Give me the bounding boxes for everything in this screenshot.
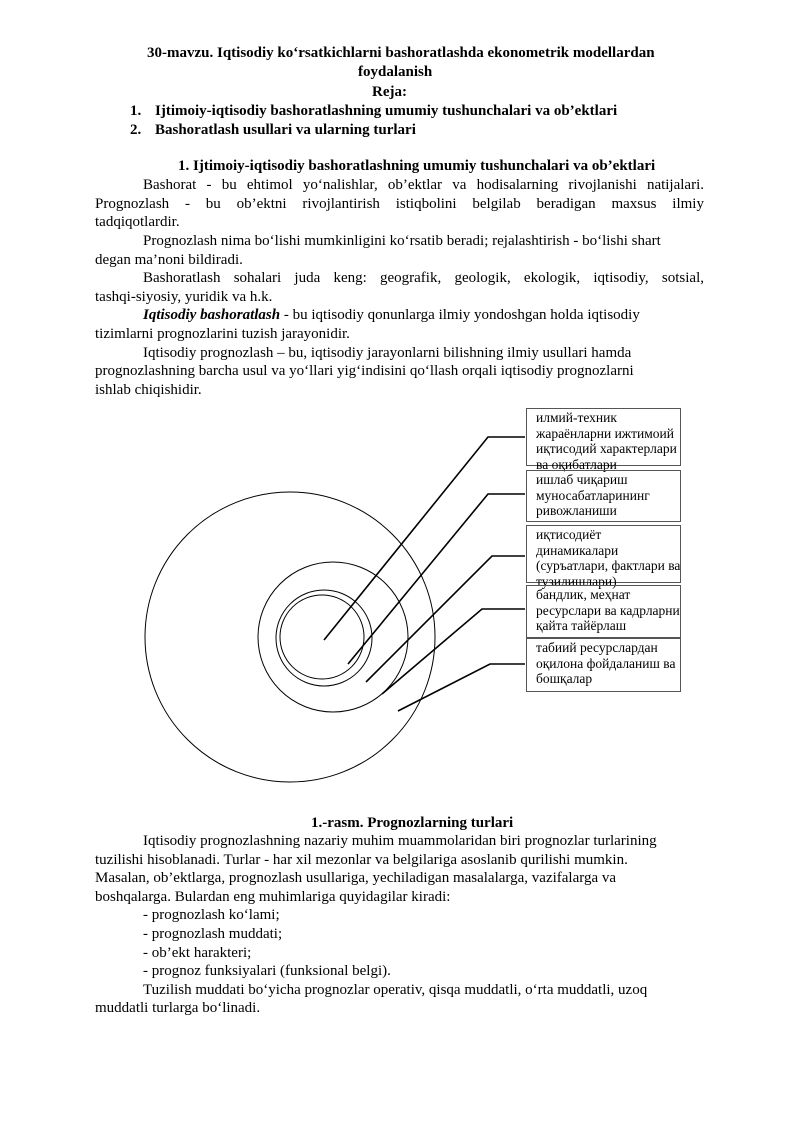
paragraph-1-line-2: Prognozlash - bu ob’ektni rivojlantirish istiqbolini belgilab beradigan maxsus ilmiy bbox=[95, 196, 704, 212]
diagram-box-4: бандлик, меҳнат ресурслари ва кадрларни қайта тайёрлаш bbox=[526, 585, 681, 638]
doc-title-line1: 30-mavzu. Iqtisodiy ko‘rsatkichlarni bashoratlashda ekonometrik modellardan bbox=[147, 45, 655, 61]
list-item: - ob’ekt harakteri; bbox=[143, 945, 252, 961]
paragraph-6-line-4: boshqalarga. Bulardan eng muhimlariga quyidagilar kiradi: bbox=[95, 889, 451, 905]
paragraph-4-line-1: Iqtisodiy bashoratlash - bu iqtisodiy qonunlarga ilmiy yondoshgan holda iqtisodiy bbox=[143, 307, 640, 323]
paragraph-1-line-1: Bashorat - bu ehtimol yo‘nalishlar, ob’ektlar va hodisalarning rivojlanishi natijalari. bbox=[143, 177, 704, 193]
defined-term: Iqtisodiy bashoratlash bbox=[143, 307, 281, 323]
section-heading: 1. Ijtimoiy-iqtisodiy bashoratlashning umumiy tushunchalari va ob’ektlari bbox=[178, 158, 656, 174]
plan-item-1: Ijtimoiy-iqtisodiy bashoratlashning umumiy tushunchalari va ob’ektlari bbox=[155, 103, 618, 119]
paragraph-5-line-3: ishlab chiqishidir. bbox=[95, 382, 202, 398]
paragraph-6-line-3: Masalan, ob’ektlarga, prognozlash usullariga, yechiladigan masalalarga, vazifalarga va bbox=[95, 870, 617, 886]
doc-title-line2: foydalanish bbox=[358, 64, 433, 80]
paragraph-7-line-2: muddatli turlarga bo‘linadi. bbox=[95, 1000, 261, 1016]
figure-caption: 1.-rasm. Prognozlarning turlari bbox=[311, 815, 514, 831]
list-item: - prognozlash muddati; bbox=[143, 926, 283, 942]
pointer-line-3 bbox=[366, 556, 525, 682]
list-item: - prognozlash ko‘lami; bbox=[143, 907, 280, 923]
paragraph-7-line-1: Tuzilish muddati bo‘yicha prognozlar operativ, qisqa muddatli, o‘rta muddatli, uzoq bbox=[143, 982, 648, 998]
pointer-line-5 bbox=[398, 664, 525, 711]
list-item: - prognoz funksiyalari (funksional belgi). bbox=[143, 963, 391, 979]
paragraph-3-line-1: Bashoratlash sohalari juda keng: geografik, geologik, ekologik, iqtisodiy, sotsial, bbox=[143, 270, 704, 286]
third-circle bbox=[276, 590, 372, 686]
paragraph-5-line-1: Iqtisodiy prognozlash – bu, iqtisodiy jarayonlarni bilishning ilmiy usullari hamda bbox=[143, 345, 632, 361]
paragraph-5-line-2: prognozlashning barcha usul va yo‘llari yig‘indisini qo‘llash orqali iqtisodiy prognozlarni bbox=[95, 363, 634, 379]
plan-item-2: Bashoratlash usullari va ularning turlari bbox=[155, 122, 416, 138]
paragraph-1-line-3: tadqiqotlardir. bbox=[95, 214, 180, 230]
diagram-box-5: табиий ресурслардан оқилона фойдаланиш ва бошқалар bbox=[526, 638, 681, 692]
pointer-line-4 bbox=[382, 609, 525, 694]
plan-heading: Reja: bbox=[372, 84, 407, 100]
inner-circle bbox=[280, 595, 364, 679]
paragraph-6-line-1: Iqtisodiy prognozlashning nazariy muhim muammolaridan biri prognozlar turlarining bbox=[143, 833, 657, 849]
paragraph-4-line-2: tizimlarni prognozlarini tuzish jarayonidir. bbox=[95, 326, 350, 342]
paragraph-6-line-2: tuzilishi hisoblanadi. Turlar - har xil mezonlar va belgilariga asoslanib qurilishi mumkin. bbox=[95, 852, 628, 868]
paragraph-2-line-2: degan ma’noni bildiradi. bbox=[95, 252, 243, 268]
diagram-box-3: иқтисодиёт динамикалари (суръатлари, фактлари ва тузилишлари) bbox=[526, 525, 681, 583]
diagram-box-1: илмий-техник жараёнларни ижтимоий иқтисодий характерлари ва оқибатлари bbox=[526, 408, 681, 466]
plan-item-1-number: 1. bbox=[130, 103, 142, 119]
paragraph-3-line-2: tashqi-siyosiy, yuridik va h.k. bbox=[95, 289, 273, 305]
outer-circle bbox=[145, 492, 435, 782]
paragraph-2-line-1: Prognozlash nima bo‘lishi mumkinligini ko‘rsatib beradi; rejalashtirish - bo‘lishi shart bbox=[143, 233, 661, 249]
diagram-box-2: ишлаб чиқариш муносабатларининг ривожланиши bbox=[526, 470, 681, 522]
plan-item-2-number: 2. bbox=[130, 122, 142, 138]
